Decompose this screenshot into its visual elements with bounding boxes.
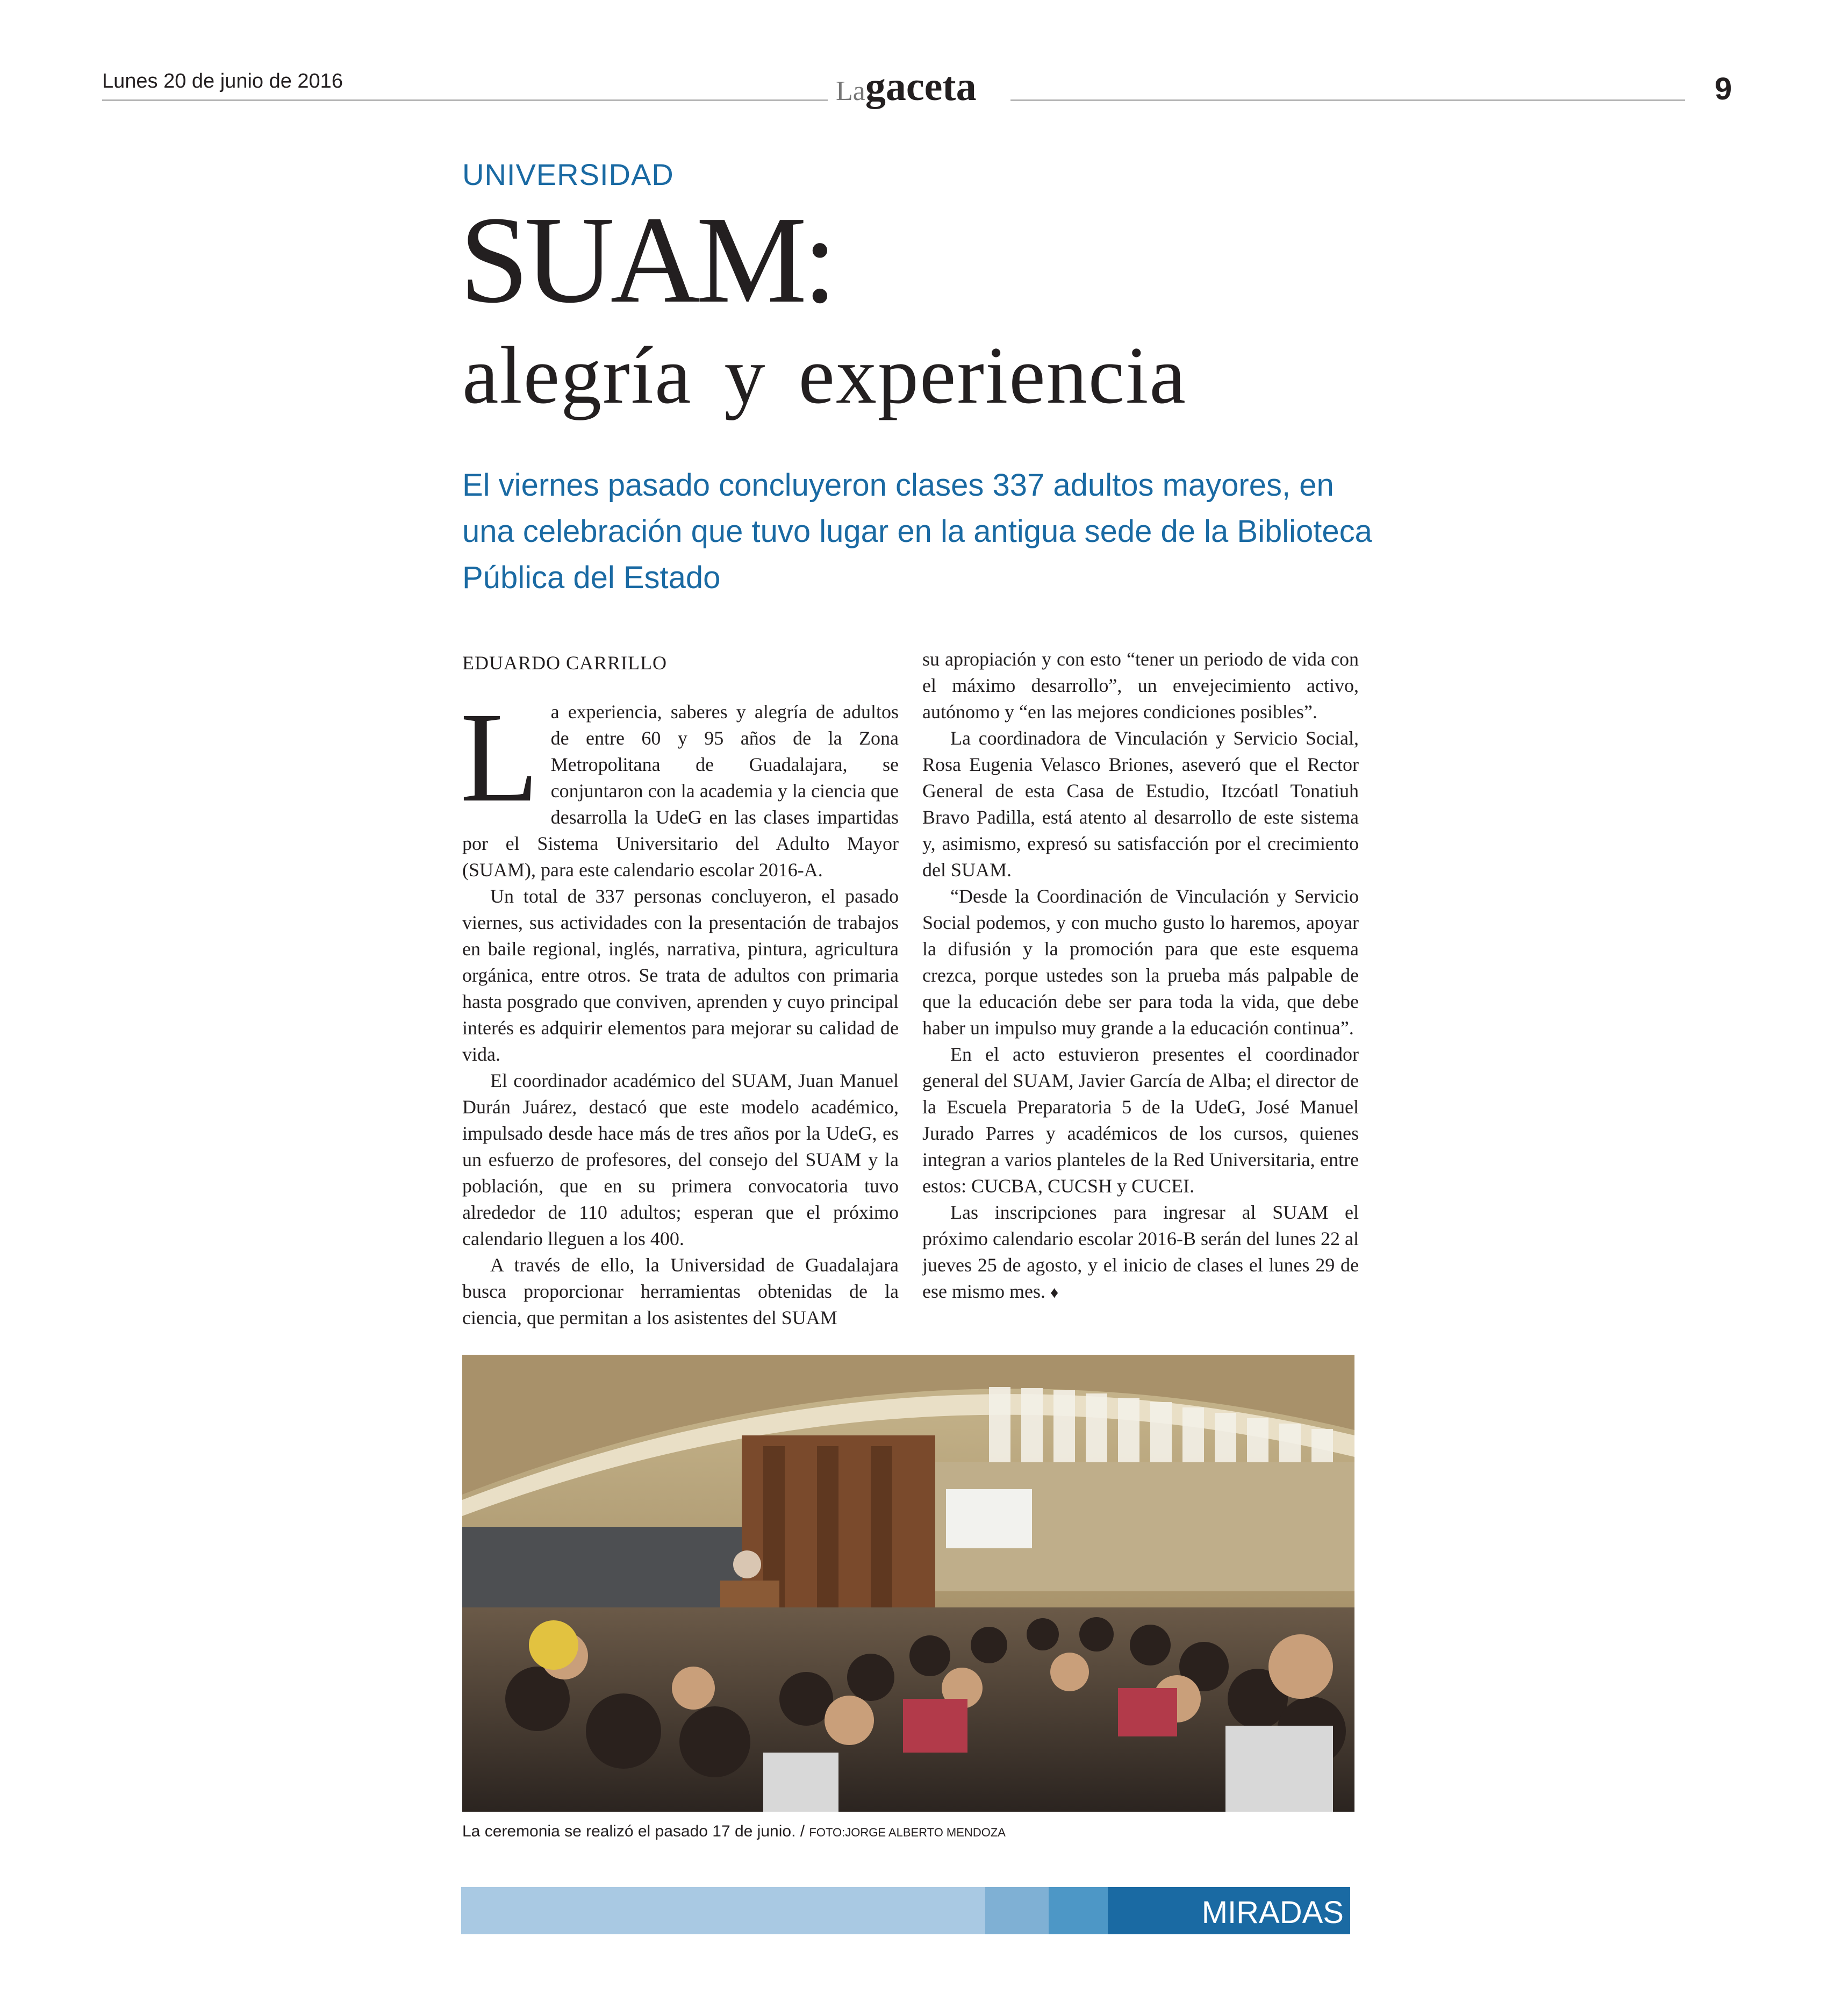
caption-text: La ceremonia se realizó el pasado 17 de junio. /: [462, 1822, 805, 1840]
drop-cap: L: [460, 685, 539, 828]
paragraph-text: a experiencia, saberes y alegría de adultos de entre 60 y 95 años de la Zona Metropolitana de Guadalajara, se conjuntaron con la academia y la ciencia que desarrolla la UdeG en las clases impartidas por el Sistema Universitario del Adulto Mayor (SUAM), para este calendario escolar 2016-A.: [462, 701, 899, 881]
article-column-2: [922, 646, 1359, 1306]
photo-caption: [462, 1822, 1006, 1841]
publication-logo: [836, 63, 977, 110]
paragraph: La coordinadora de Vinculación y Servicio Social, Rosa Eugenia Velasco Briones, aseveró que el Rector General de esta Casa de Estudio, Itzcóatl Tonatiuh Bravo Padilla, está atento al desarrollo de este sistema y, asimismo, expresó su satisfacción por el crecimiento del SUAM.: [922, 727, 1359, 881]
logo-prefix: La: [836, 76, 865, 106]
section-label: UNIVERSIDAD: [462, 158, 674, 191]
headline-line-1: SUAM:: [460, 191, 833, 329]
logo-name: gaceta: [865, 64, 977, 109]
section-footer-bar: [461, 1887, 1350, 1934]
paragraph-text: Las inscripciones para ingresar al SUAM el próximo calendario escolar 2016-B serán del lunes 22 al jueves 25 de agosto, y el inicio de clases el lunes 29 de ese mismo mes.: [922, 1202, 1359, 1302]
ceremony-photo-illustration: [462, 1355, 1354, 1812]
paragraph: su apropiación y con esto “tener un periodo de vida con el máximo desarrollo”, un envejecimiento activo, autónomo y “en las mejores condiciones posibles”.: [922, 648, 1359, 723]
paragraph: [460, 685, 899, 883]
paragraph: “Desde la Coordinación de Vinculación y Servicio Social podemos, y con mucho gusto lo haremos, apoyar la difusión y la promoción para que este esquema crezca, porque ustedes son la prueba más palpable de que la educación debe ser para toda la vida, que debe haber un impulso muy grande a la educación continua”.: [922, 885, 1359, 1039]
article-column-1: [460, 685, 899, 1331]
footer-section-label: MIRADAS: [1201, 1895, 1344, 1930]
header-rule-left: [102, 99, 828, 101]
page-number: 9: [1715, 72, 1732, 106]
issue-date: Lunes 20 de junio de 2016: [102, 70, 343, 92]
end-mark-icon: ♦: [1050, 1284, 1059, 1302]
paragraph: Un total de 337 personas concluyeron, el pasado viernes, sus actividades con la presentación de trabajos en baile regional, inglés, narrativa, pintura, agricultura orgánica, entre otros. Se trata de adultos con primaria hasta posgrado que conviven, aprenden y cuyo principal interés es adquirir elementos para mejorar su calidad de vida.: [462, 885, 899, 1065]
paragraph: [922, 1199, 1359, 1306]
ceremony-photo: [462, 1355, 1354, 1812]
header-rule-right: [1010, 99, 1685, 101]
footer-bar-segment: [985, 1887, 1049, 1934]
paragraph: En el acto estuvieron presentes el coordinador general del SUAM, Javier García de Alba; el director de la Escuela Preparatoria 5 de la UdeG, José Manuel Jurado Parres y académicos de los cursos, quienes integran a varios planteles de la Red Universitaria, entre estos: CUCBA, CUCSH y CUCEI.: [922, 1043, 1359, 1197]
photo-credit: FOTO:JORGE ALBERTO MENDOZA: [809, 1826, 1006, 1839]
footer-bar-segment: [1049, 1887, 1108, 1934]
footer-bar-segment: [461, 1887, 985, 1934]
byline: EDUARDO CARRILLO: [462, 652, 667, 674]
headline-line-2: alegría y experiencia: [462, 330, 1187, 420]
article-deck: El viernes pasado concluyeron clases 337 adultos mayores, en una celebración que tuvo lugar en la antigua sede de la Biblioteca Pública del Estado: [462, 468, 1372, 595]
paragraph: El coordinador académico del SUAM, Juan Manuel Durán Juárez, destacó que este modelo académico, impulsado desde hace más de tres años por la UdeG, es un esfuerzo de profesores, del consejo del SUAM y la población, que en su primera convocatoria tuvo alrededor de 110 adultos; esperan que el próximo calendario lleguen a los 400.: [462, 1070, 899, 1249]
paragraph: A través de ello, la Universidad de Guadalajara busca proporcionar herramientas obtenidas de la ciencia, que permitan a los asistentes del SUAM: [462, 1254, 899, 1328]
